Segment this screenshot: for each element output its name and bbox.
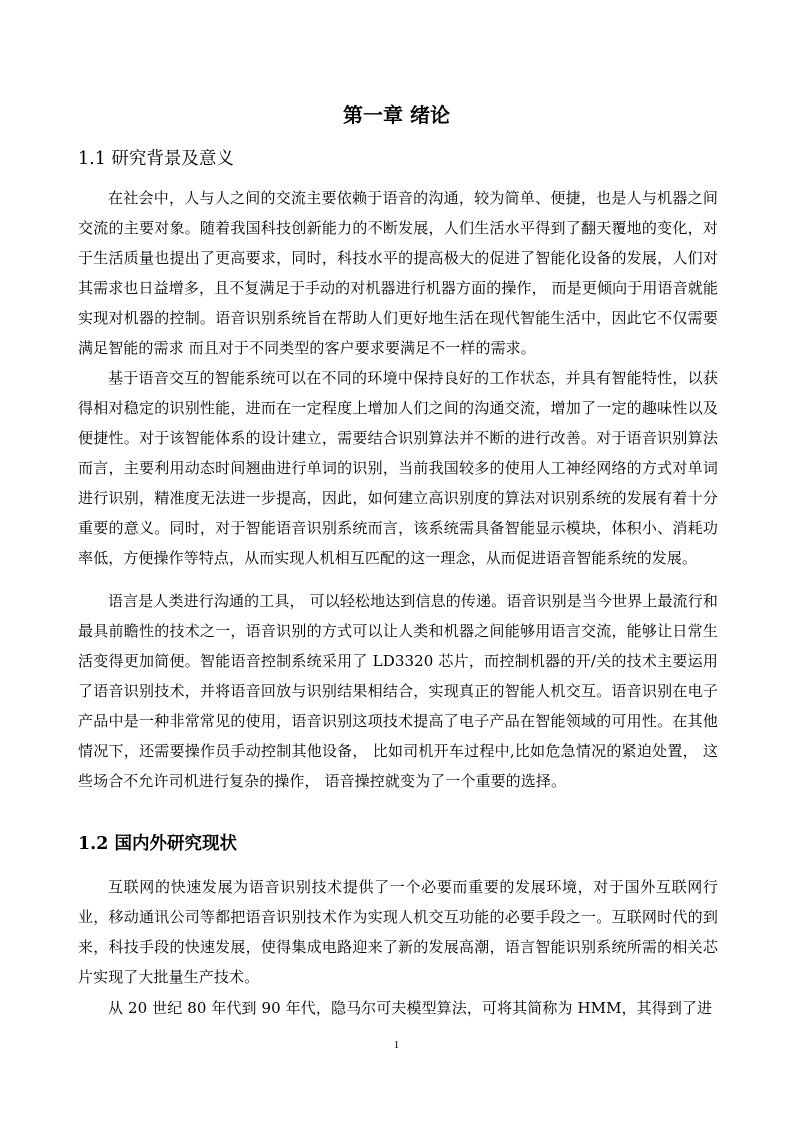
paragraph: 从 20 世纪 80 年代到 90 年代，隐马尔可夫模型算法，可将其简称为 HMM，其得到了进 (108, 999, 713, 1017)
paragraph: 语言是人类进行沟通的工具， 可以轻松地达到信息的传递。语音识别是当今世界上最流行和最具前瞻性的技术之一，语音识别的方式可以让人类和机器之间能够用语言交流，能够让日常生活变得更加简便。智能语音控制系统采用了 LD3320 芯片，而控制机器的开/关的技术主要运用了语音识别技术，并将语音回放与识别结果相结合，实现真正的智能人机交互。语音识别在电子产品中是一种非常常见的使用，语音识别这项技术提高了电子产品在智能领域的可用性。在其他情况下，还需要操作员手动控制其他设备， 比如司机开车过程中,比如危急情况的紧迫处置， 这些场合不允许司机进行复杂的操作， 语音操控就变为了一个重要的选择。 (78, 592, 718, 790)
paragraph: 在社会中，人与人之间的交流主要依赖于语音的沟通，较为简单、便捷，也是人与机器之间交流的主要对象。随着我国科技创新能力的不断发展，人们生活水平得到了翻天覆地的变化，对于生活质量也提出了更高要求，同时，科技水平的提高极大的促进了智能化设备的发展，人们对其需求也日益增多，且不复满足于手动的对机器进行机器方面的操作， 而是更倾向于用语音就能实现对机器的控制。语音识别系统旨在帮助人们更好地生活在现代智能生活中，因此它不仅需要满足智能的需求 而且对于不同类型的客户要求要满足不一样的需求。 (78, 189, 718, 357)
chapter-title: 第一章 绪论 (343, 103, 450, 127)
section-heading-1-1: 1.1 研究背景及意义 (78, 149, 234, 169)
paragraph: 互联网的快速发展为语音识别技术提供了一个必要而重要的发展环境，对于国外互联网行业，移动通讯公司等都把语音识别技术作为实现人机交互功能的必要手段之一。互联网时代的到来，科技手段的快速发展，使得集成电路迎来了新的发展高潮，语言智能识别系统所需的相关芯片实现了大批量生产技术。 (78, 878, 718, 986)
page-number: 1 (393, 1039, 400, 1051)
paragraph: 基于语音交互的智能系统可以在不同的环境中保持良好的工作状态，并具有智能特性，以获得相对稳定的识别性能，进而在一定程度上增加人们之间的沟通交流，增加了一定的趣味性以及便捷性。对于该智能体系的设计建立，需要结合识别算法并不断的进行改善。对于语音识别算法而言，主要利用动态时间翘曲进行单词的识别，当前我国较多的使用人工神经网络的方式对单词进行识别，精准度无法进一步提高，因此，如何建立高识别度的算法对识别系统的发展有着十分重要的意义。同时，对于智能语音识别系统而言，该系统需具备智能显示模块，体积小、消耗功率低，方便操作等特点，从而实现人机相互匹配的这一理念，从而促进语音智能系统的发展。 (78, 369, 718, 567)
section-heading-1-2: 1.2 国内外研究现状 (78, 834, 238, 854)
